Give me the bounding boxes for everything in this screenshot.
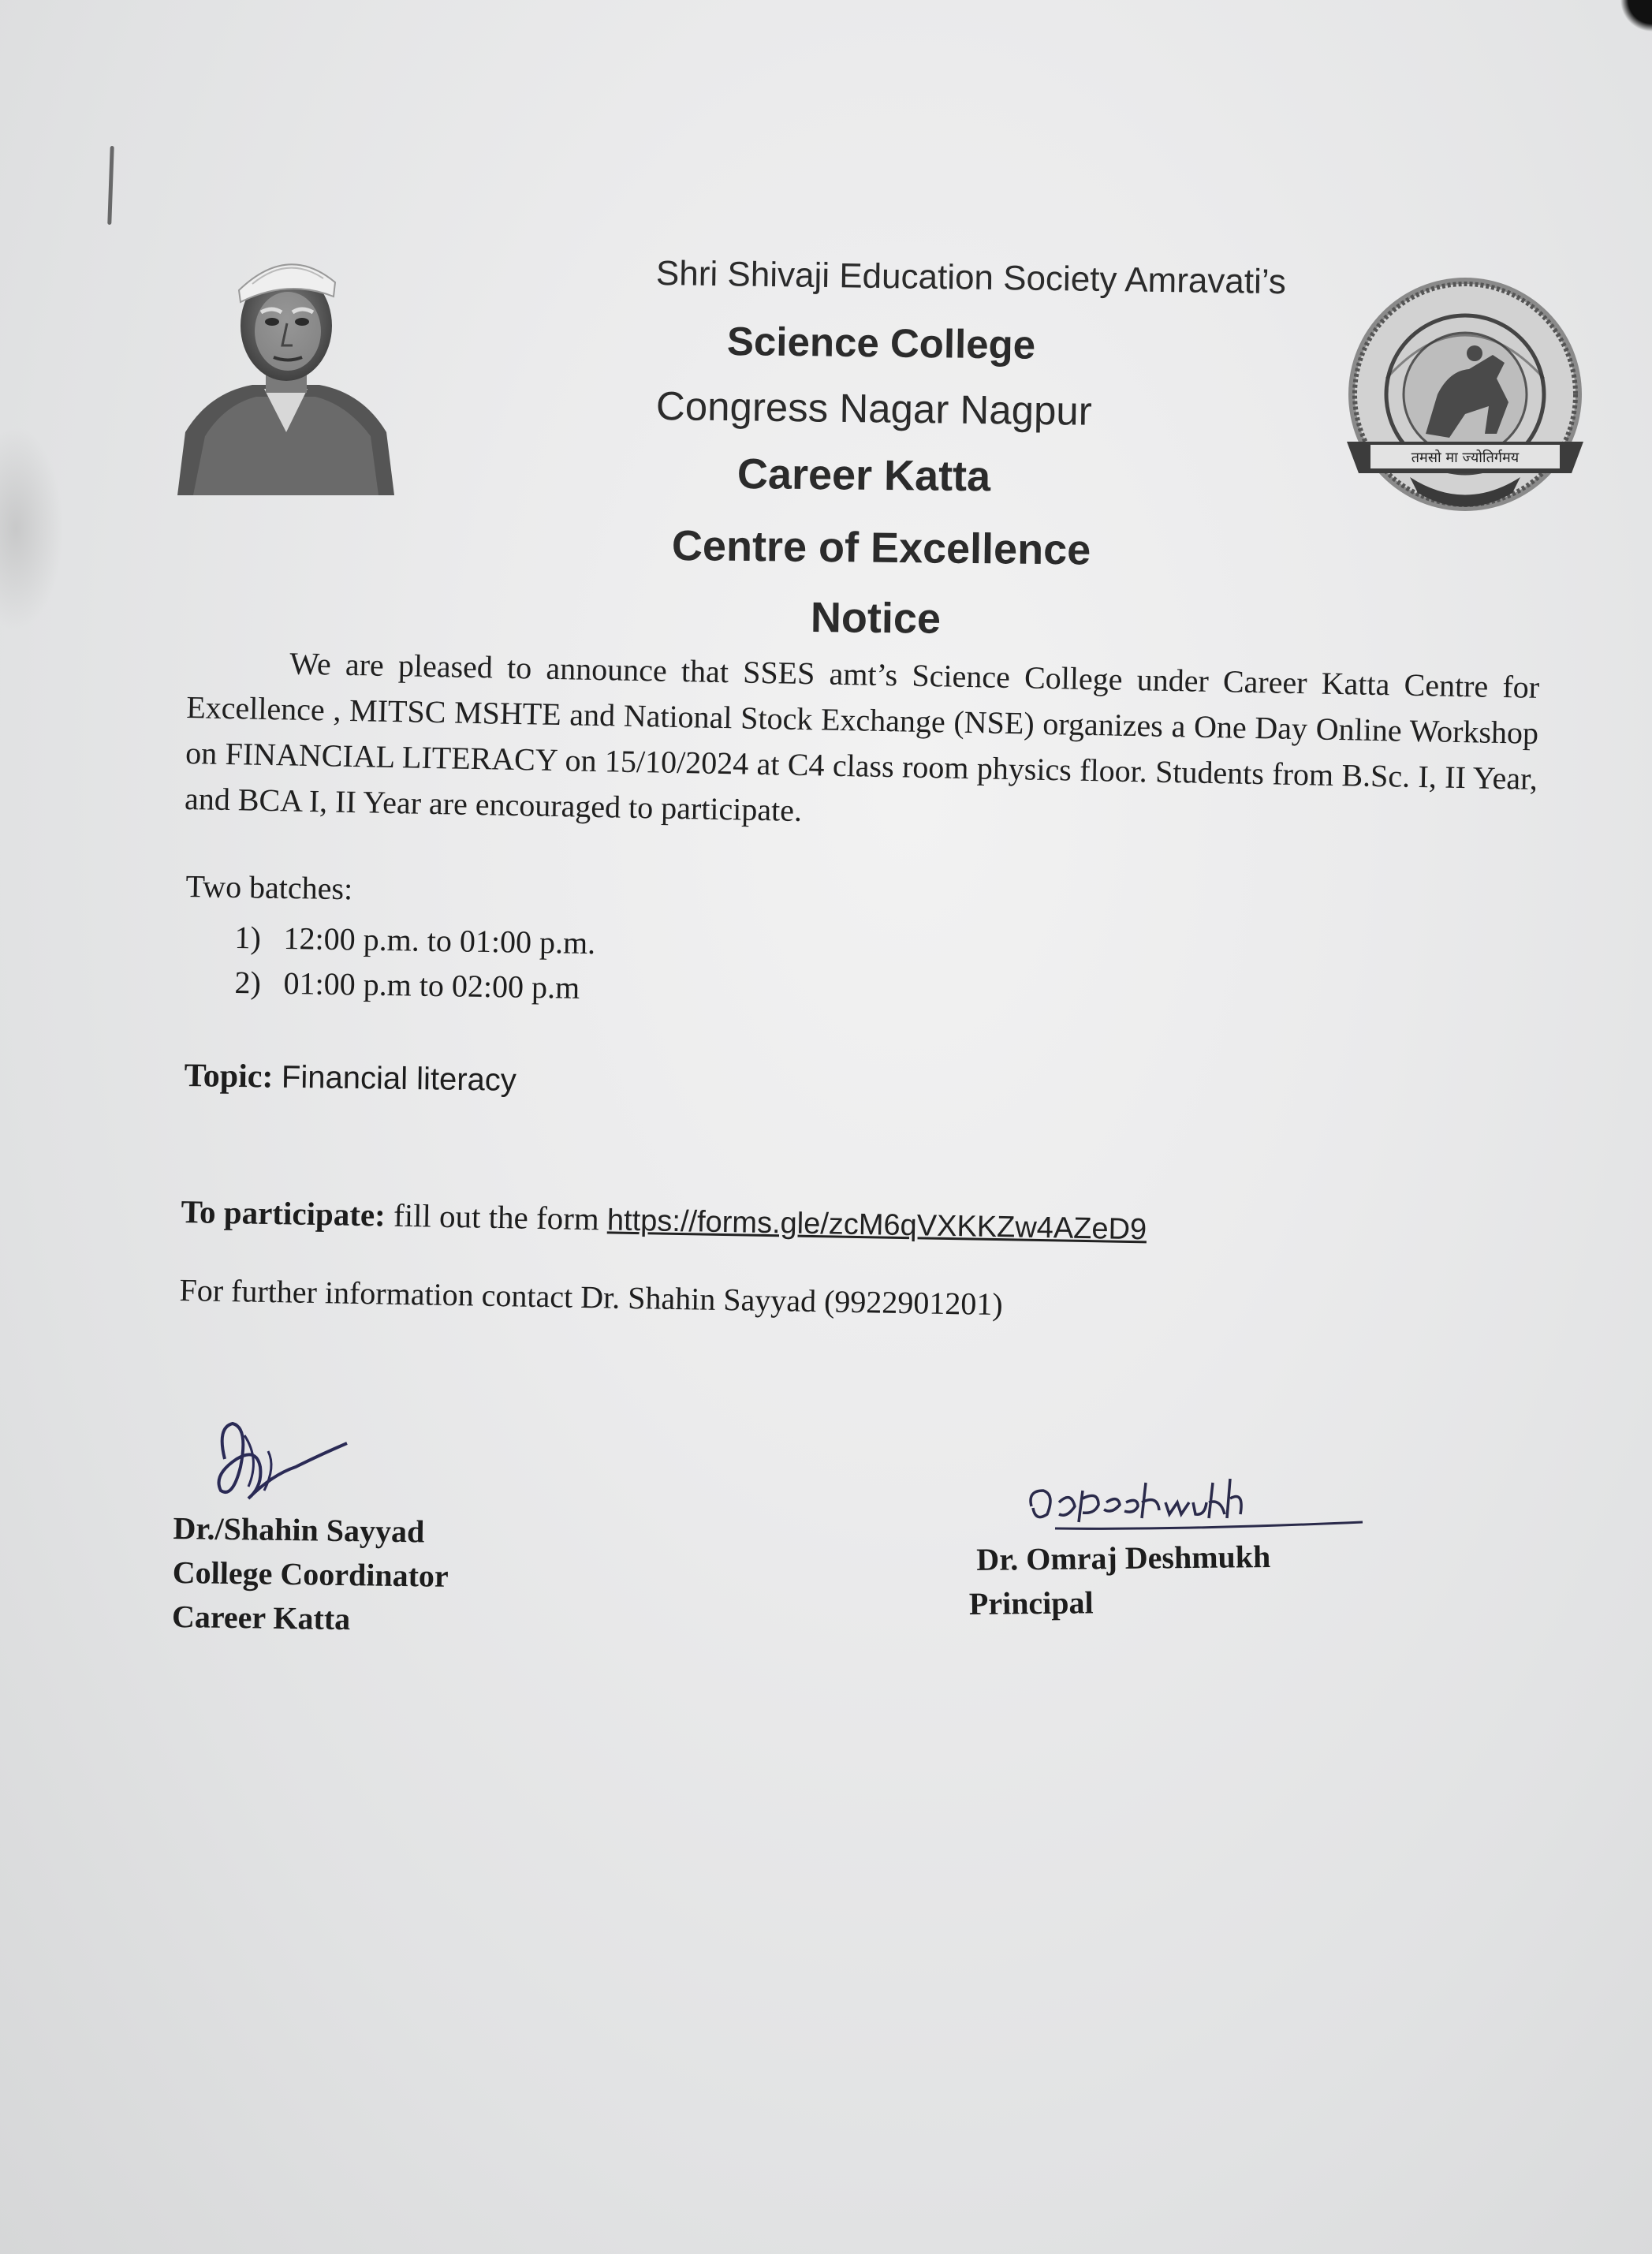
batch-item (234, 964, 580, 1006)
coordinator-unit: Career Katta (171, 1598, 351, 1637)
coordinator-signature-block (172, 1506, 449, 1643)
coordinator-title: College Coordinator (172, 1554, 449, 1594)
contact-info: For further information contact Dr. Shahin Sayyad (9922901201) (179, 1271, 1004, 1323)
announcement-text: We are pleased to announce that SSES amt’s Science College under Career Katta Centre for Excellence , MITSC MSHTE and National Stock Exchange (NSE) organizes a One Day Online Workshop on FINANCIAL LITERACY on 15/10/2024 at C4 class room physics floor. Students from B.Sc. I, II Year, and BCA I, II Year are encouraged to participate. (184, 645, 1540, 828)
topic-line (184, 1057, 516, 1099)
participate-line (181, 1192, 1147, 1247)
principal-signature-block (968, 1535, 1271, 1626)
batch-item (234, 919, 595, 961)
participate-text: fill out the form (393, 1196, 600, 1237)
page-corner-shadow (1620, 0, 1652, 32)
centre-name: Centre of Excellence (671, 522, 1091, 574)
college-name: Science College (726, 319, 1036, 368)
batches-title: Two batches: (185, 868, 353, 907)
notice-heading: Notice (810, 594, 942, 643)
coordinator-name: Dr./Shahin Sayyad (173, 1510, 425, 1550)
batch-time: 01:00 p.m to 02:00 p.m (283, 965, 580, 1006)
seal-motto: तमसो मा ज्योतिर्गमय (1411, 450, 1520, 466)
registration-form-link[interactable]: https://forms.gle/zcM6qVXKKZw4AZeD9 (606, 1204, 1147, 1247)
principal-name: Dr. Omraj Deshmukh (976, 1538, 1271, 1577)
batch-number: 2) (234, 964, 262, 1001)
participate-label: To participate: (181, 1192, 386, 1233)
principal-title: Principal (968, 1584, 1094, 1621)
society-name: Shri Shivaji Education Society Amravati’s (655, 254, 1287, 302)
unit-name: Career Katta (737, 450, 991, 501)
announcement-paragraph (185, 639, 1540, 848)
batch-number: 1) (234, 919, 262, 956)
batch-time: 12:00 p.m. to 01:00 p.m. (283, 920, 596, 961)
pen-mark (107, 146, 114, 225)
founder-portrait-image (177, 235, 394, 495)
topic-label: Topic: (184, 1057, 274, 1095)
college-location: Congress Nagar Nagpur (655, 383, 1093, 434)
society-seal-logo (1339, 276, 1591, 528)
topic-value: Financial literacy (281, 1059, 517, 1098)
